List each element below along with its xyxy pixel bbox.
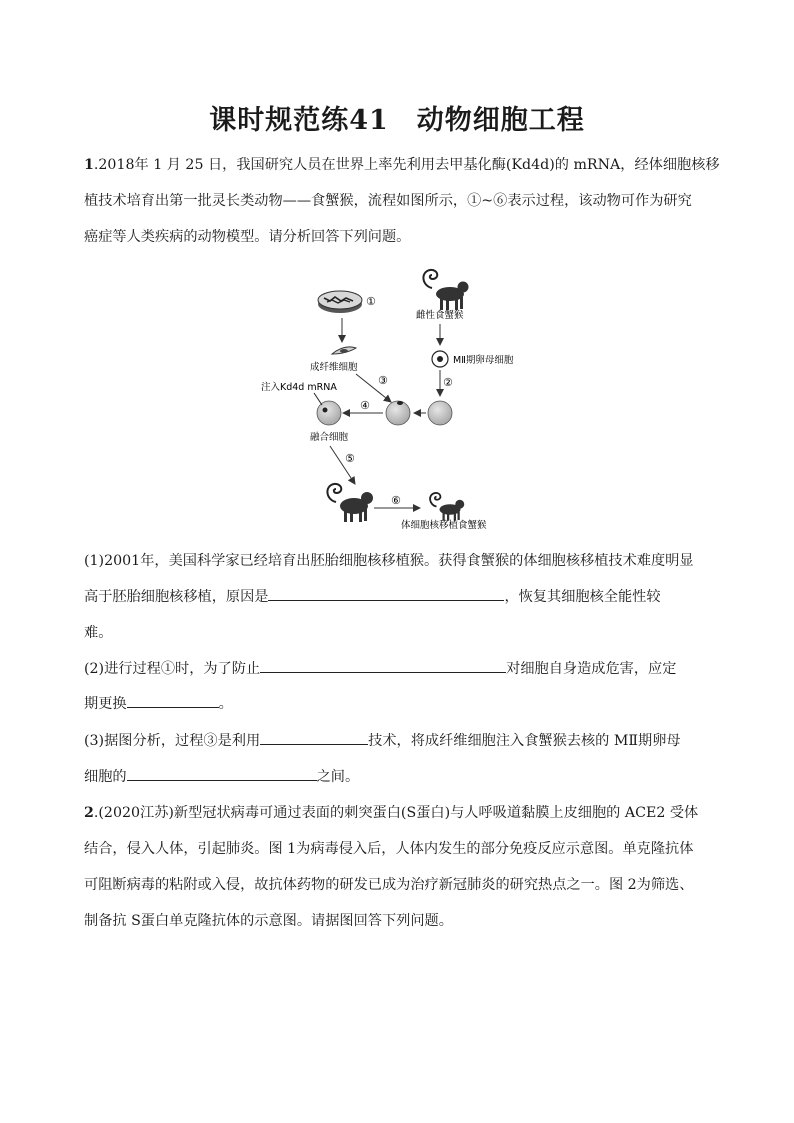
answer-blank-4[interactable] [260,730,368,745]
label-6: ⑥ [391,494,401,507]
question-number: 1 [84,157,94,173]
page-title: 课时规范练41 动物细胞工程 [209,105,585,136]
fused-cell-icon [314,393,341,425]
question-1-line-2: 植技术培育出第一批灵长类动物——食蟹猴，流程如图所示，①~⑥表示过程，该动物可作为研究 [84,193,692,209]
subquestion-2-line-2: 期更换 。 [84,693,233,713]
oocyte-icon [432,351,448,367]
injected-oocyte-icon [386,401,410,425]
question-number: 2 [84,805,94,821]
answer-blank-1[interactable] [268,586,504,601]
question-2-line-1: 2.(2020江苏)新型冠状病毒可通过表面的刺突蛋白(S蛋白)与人呼吸道黏膜上皮细胞的 ACE2 受体 [84,805,699,821]
clone-monkey-label: 体细胞核移植食蟹猴 [401,520,487,531]
fused-cell-label: 融合细胞 [310,432,349,443]
label-3: ③ [378,374,388,387]
question-2-line-2: 结合，侵入人体，引起肺炎。图 1为病毒侵入后，人体内发生的部分免疫反应示意图。单克隆抗体 [84,841,694,857]
clone-monkey-icon [430,493,464,521]
label-5: ⑤ [345,452,355,465]
fibroblast-cell-icon [332,347,356,354]
answer-blank-3[interactable] [127,693,219,708]
fibroblast-label: 成纤维细胞 [310,362,358,373]
question-1-line-1: 1.2018年 1 月 25 日，我国研究人员在世界上率先利用去甲基化酶(Kd4d)的 mRNA，经体细胞核移 [84,157,720,173]
female-monkey-icon [423,270,468,310]
subquestion-3-line-1: (3)据图分析，过程③是利用 技术，将成纤维细胞注入食蟹猴去核的 MⅡ期卵母 [84,730,681,750]
subquestion-1-line-1: (1)2001年，美国科学家已经培育出胚胎细胞核移植猴。获得食蟹猴的体细胞核移植技术难度明显 [84,553,694,569]
question-2-line-4: 制备抗 S蛋白单克隆抗体的示意图。请据图回答下列问题。 [84,913,453,929]
question-2-line-3: 可阻断病毒的粘附或入侵，故抗体药物的研发已成为治疗新冠肺炎的研究热点之一。图 2为筛选、 [84,877,694,893]
subquestion-3-line-2: 细胞的 之间。 [84,766,359,786]
culture-dish-icon [318,291,362,313]
oocyte-label: MⅡ期卵母细胞 [453,355,514,366]
enucleated-oocyte-icon [428,401,452,425]
label-4: ④ [360,399,370,412]
answer-blank-2[interactable] [260,658,506,673]
answer-blank-5[interactable] [127,766,317,781]
question-1-line-3: 癌症等人类疾病的动物模型。请分析回答下列问题。 [84,229,411,245]
inject-mrna-label: 注入Kd4d mRNA [261,382,337,393]
surrogate-monkey-icon [327,484,373,522]
label-1: ① [366,295,376,308]
subquestion-1-line-2: 高于胚胎细胞核移植，原因是 ，恢复其细胞核全能性较 [84,586,661,606]
subquestion-2-line-1: (2)进行过程①时，为了防止 对细胞自身造成危害，应定 [84,658,676,678]
label-2: ② [443,376,453,389]
female-monkey-label: 雌性食蟹猴 [416,310,464,321]
subquestion-1-line-3: 难。 [84,625,113,641]
cloning-flow-diagram [250,262,550,537]
